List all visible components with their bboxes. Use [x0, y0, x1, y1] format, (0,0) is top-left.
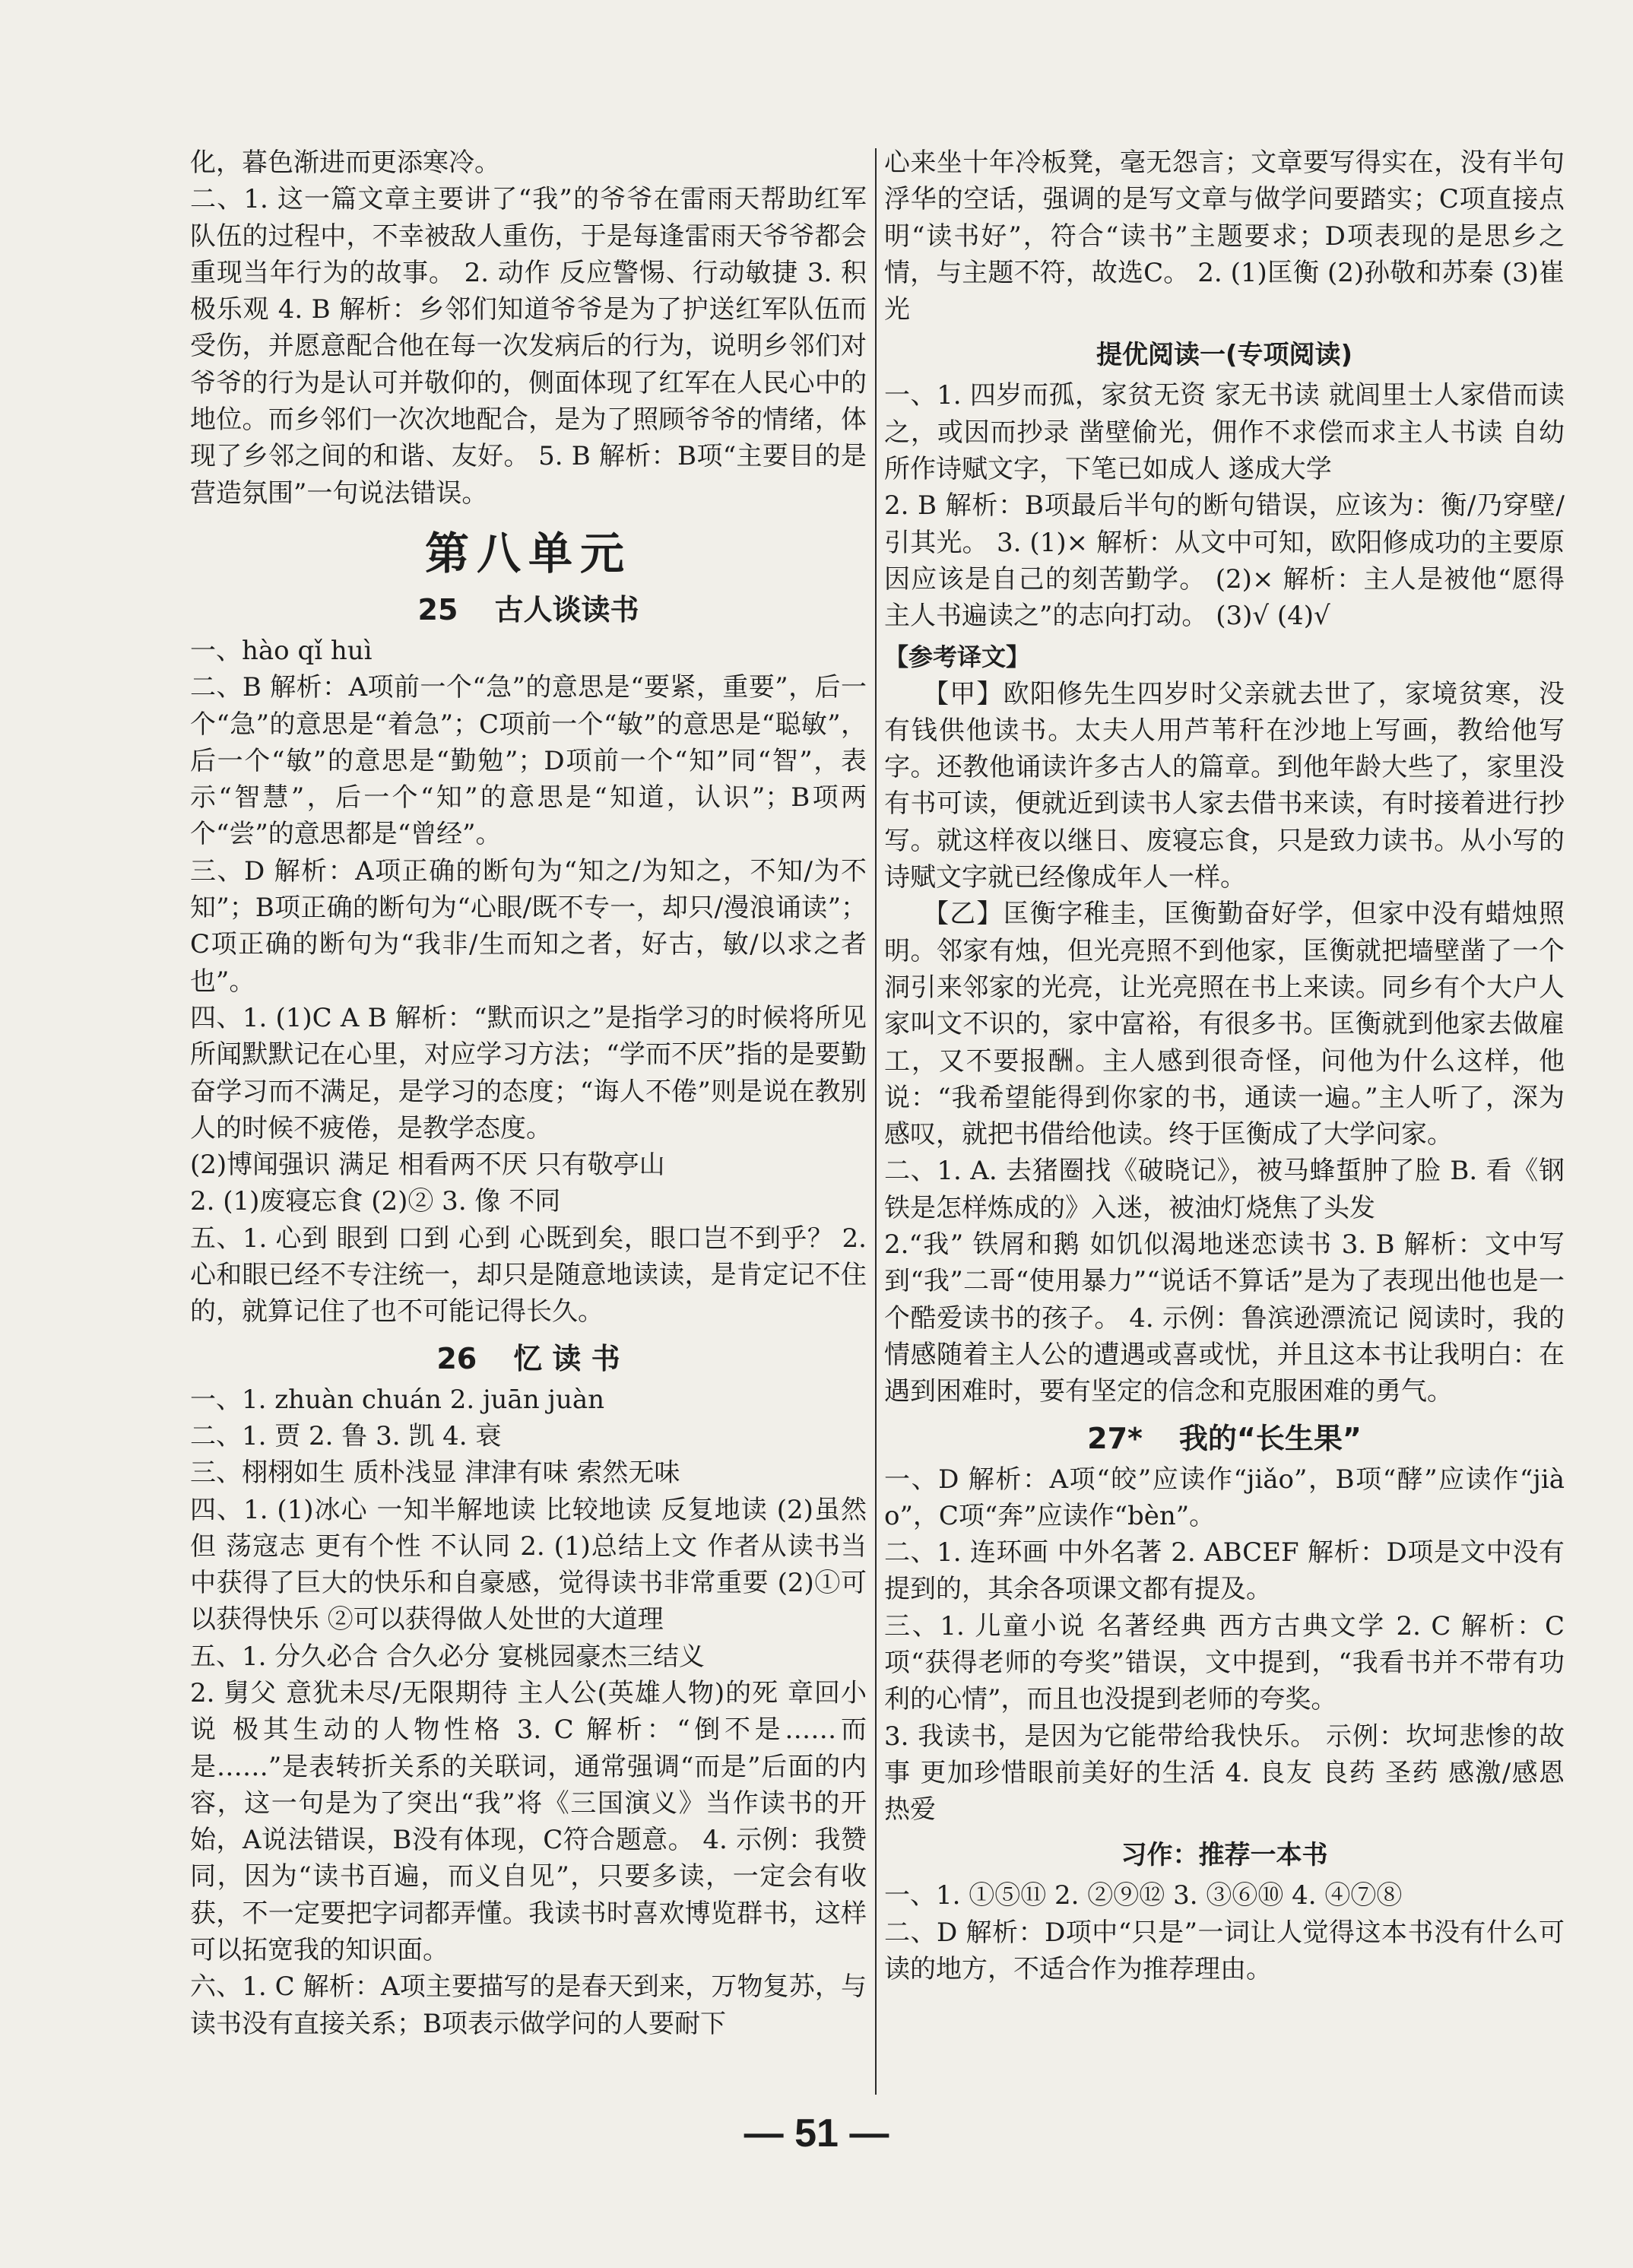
paragraph: 五、1. 心到 眼到 口到 心到 心既到矣，眼口岂不到乎？ 2. 心和眼已经不专注统一，却只是随意地读读，是肯定记不住的，就算记住了也不可能记得长久。 — [190, 1223, 867, 1327]
lesson-number: 25 — [417, 592, 458, 626]
paragraph: 三、栩栩如生 质朴浅显 津津有味 索然无味 — [190, 1458, 680, 1489]
column-divider — [875, 148, 877, 2095]
reference-translation-label: 【参考译文】 — [884, 642, 1031, 671]
paragraph: 二、1. 贾 2. 鲁 3. 凯 4. 衰 — [190, 1420, 502, 1451]
paragraph: 一、D 解析：A项“皎”应读作“jiǎo”，B项“酵”应读作“jiào”，C项“奔”应读作“bèn”。 — [884, 1464, 1565, 1531]
unit-title: 第八单元 — [424, 527, 632, 579]
paragraph: 四、1. (1)C A B 解析：“默而识之”是指学习的时候将所见所闻默默记在心里，对应学习方法；“学而不厌”指的是要勤奋学习而不满足，是学习的态度；“诲人不倦”则是说在教别人的时候不疲倦，是教学态度。 — [190, 1002, 867, 1144]
paragraph: 二、1. 这一篇文章主要讲了“我”的爷爷在雷雨天帮助红军队伍的过程中，不幸被敌人重伤，于是每逢雷雨天爷爷都会重现当年行为的故事。 2. 动作 反应警惕、行动敏捷 3. 积极乐观 4. B 解析：乡邻们知道爷爷是为了护送红军队伍而受伤，并愿意配合他在每一次发病后的行为，说明乡邻们对爷爷的行为是认可并敬仰的，侧面体现了红军在人民心中的地位。而乡邻们一次次地配合，是为了照顾爷爷的情绪，体现了乡邻之间的和谐、友好。 5. B 解析：B项“主要目的是营造氛围”一句说法错误。 — [190, 184, 867, 509]
paragraph: 心来坐十年冷板凳，毫无怨言；文章要写得实在，没有半句浮华的空话，强调的是写文章与做学问要踏实；C项直接点明“读书好”，符合“读书”主题要求；D项表现的是思乡之情，与主题不符，故选C。 2. (1)匡衡 (2)孙敬和苏秦 (3)崔光 — [884, 147, 1565, 325]
page-number: — 51 — — [744, 2111, 889, 2155]
paragraph: (2)博闻强识 满足 相看两不厌 只有敬亭山 — [190, 1150, 665, 1181]
section-title: 习作：推荐一本书 — [1121, 1840, 1328, 1871]
paragraph: 二、1. 连环画 中外名著 2. ABCEF 解析：D项是文中没有提到的，其余各项课文都有提及。 — [884, 1537, 1565, 1605]
translation-jia: 【甲】欧阳修先生四岁时父亲就去世了，家境贫寒，没有钱供他读书。太夫人用芦苇秆在沙地上写画，教给他写字。还教他诵读许多古人的篇章。到他年龄大些了，家里没有书可读，便就近到读书人家去借书来读，有时接着进行抄写。就这样夜以继日、废寝忘食，只是致力读书。从小写的诗赋文字就已经像成年人一样。 — [884, 678, 1565, 893]
paragraph: 二、B 解析：A项前一个“急”的意思是“要紧，重要”，后一个“急”的意思是“着急”；C项前一个“敏”的意思是“聪敏”，后一个“敏”的意思是“勤勉”；D项前一个“知”同“智”，表示“智慧”，后一个“知”的意思是“知道，认识”；B项两个“尝”的意思都是“曾经”。 — [190, 672, 867, 850]
lesson-name: 我的“长生果” — [1178, 1421, 1362, 1455]
paragraph: 化，暮色渐进而更添寒冷。 — [190, 147, 500, 178]
paragraph: 二、1. A. 去猪圈找《破晓记》，被马蜂蜇肿了脸 B. 看《钢铁是怎样炼成的》入迷，被油灯烧焦了头发 — [884, 1156, 1565, 1223]
paragraph: 一、1. zhuàn chuán 2. juān juàn — [190, 1384, 605, 1415]
paragraph: 一、1. 四岁而孤，家贫无资 家无书读 就闾里士人家借而读之，或因而抄录 凿壁偷光，佣作不求偿而求主人书读 自幼所作诗赋文字，下笔已如成人 遂成大学 — [884, 380, 1565, 485]
paragraph: 一、1. ①⑤⑪ 2. ②⑨⑫ 3. ③⑥⑩ 4. ④⑦⑧ — [884, 1880, 1403, 1911]
left-column — [190, 144, 867, 2042]
lesson-name: 古人谈读书 — [494, 592, 639, 626]
paragraph: 3. 我读书，是因为它能带给我快乐。 示例：坎坷悲惨的故事 更加珍惜眼前美好的生活 4. 良友 良药 圣药 感激/感恩 热爱 — [884, 1721, 1565, 1826]
paragraph: 2. B 解析：B项最后半句的断句错误，应该为：衡/乃穿壁/引其光。 3. (1)× 解析：从文中可知，欧阳修成功的主要原因应该是自己的刻苦勤学。 (2)× 解析：主人是被他“愿得主人书遍读之”的志向打动。 (3)√ (4)√ — [884, 490, 1565, 632]
lesson-number: 26 — [436, 1341, 477, 1375]
paragraph: 六、1. C 解析：A项主要描写的是春天到来，万物复苏，与读书没有直接关系；B项表示做学问的人要耐下 — [190, 1971, 867, 2039]
lesson-number: 27* — [1087, 1421, 1143, 1455]
translation-yi: 【乙】匡衡字稚圭，匡衡勤奋好学，但家中没有蜡烛照明。邻家有烛，但光亮照不到他家，匡衡就把墙壁凿了一个洞引来邻家的光亮，让光亮照在书上来读。同乡有个大户人家叫文不识的，家中富裕，有很多书。匡衡就到他家去做雇工，又不要报酬。主人感到很奇怪，问他为什么这样，他说：“我希望能得到你家的书，通读一遍。”主人听了，深为感叹，就把书借给他读。终于匡衡成了大学问家。 — [884, 899, 1565, 1150]
paragraph: 2. (1)废寝忘食 (2)② 3. 像 不同 — [190, 1186, 561, 1217]
lesson-name: 忆 读 书 — [513, 1341, 620, 1375]
paragraph: 四、1. (1)冰心 一知半解地读 比较地读 反复地读 (2)虽然 但 荡寇志 更有个性 不认同 2. (1)总结上文 作者从读书当中获得了巨大的快乐和自豪感，觉得读书非常重要 (2)①可以获得快乐 ②可以获得做人处世的大道理 — [190, 1494, 867, 1635]
lesson-title-25 — [190, 586, 867, 628]
lesson-title-26 — [190, 1335, 867, 1377]
section-title: 提优阅读一(专项阅读) — [1096, 340, 1353, 371]
paragraph: 2.“我” 铁屑和鹅 如饥似渴地迷恋读书 3. B 解析：文中写到“我”二哥“使用暴力”“说话不算话”是为了表现出他也是一个酷爱读书的孩子。 4. 示例：鲁滨逊漂流记 阅读时，我的情感随着主人公的遭遇或喜或忧，并且这本书让我明白：在遇到困难时，要有坚定的信念和克服困难的勇气。 — [884, 1229, 1565, 1407]
lesson-title-27 — [884, 1415, 1565, 1457]
paragraph: 一、hào qǐ huì — [190, 635, 373, 666]
right-column — [884, 144, 1565, 1987]
paragraph: 二、D 解析：D项中“只是”一词让人觉得这本书没有什么可读的地方，不适合作为推荐理由。 — [884, 1917, 1565, 1985]
paragraph: 五、1. 分久必合 合久必分 宴桃园豪杰三结义 — [190, 1641, 705, 1672]
paragraph: 三、1. 儿童小说 名著经典 西方古典文学 2. C 解析：C项“获得老师的夸奖”错误，文中提到，“我看书并不带有功利的心情”，而且也没提到老师的夸奖。 — [884, 1610, 1565, 1715]
paragraph: 2. 舅父 意犹未尽/无限期待 主人公(英雄人物)的死 章回小说 极其生动的人物性格 3. C 解析：“倒不是……而是……”是表转折关系的关联词，通常强调“而是”后面的内容，这一句是为了突出“我”将《三国演义》当作读书的开始，A说法错误，B没有体现，C符合题意。 4. 示例：我赞同，因为“读书百遍，而义自见”，只要多读，一定会有收获，不一定要把字词都弄懂。我读书时喜欢博览群书，这样可以拓宽我的知识面。 — [190, 1677, 867, 1966]
paragraph: 三、D 解析：A项正确的断句为“知之/为知之，不知/为不知”；B项正确的断句为“心眼/既不专一，却只/漫浪诵读”；C项正确的断句为“我非/生而知之者，好古，敏/以求之者也”。 — [190, 855, 867, 997]
